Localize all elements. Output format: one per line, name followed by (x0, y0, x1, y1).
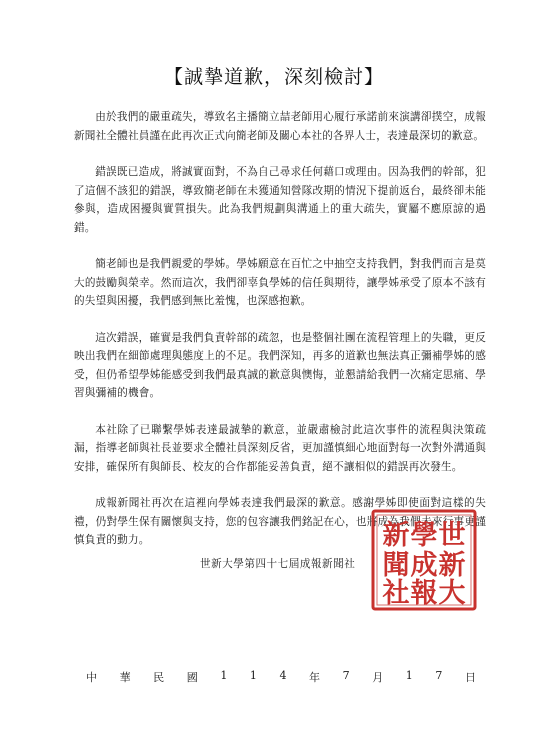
paragraph-4: 這次錯誤，確實是我們負責幹部的疏忽，也是整個社團在流程管理上的失職，更反映出我們在細節處理與態度上的不足。我們深知，再多的道歉也無法真正彌補學姊的感受，但仍希望學姊能感受到我們最真誠的歉意與懊悔，並懇請給我們一次痛定思痛、學習與彌補的機會。 (74, 331, 486, 399)
seal-character: 學 (410, 520, 438, 551)
date-character: 7 (435, 669, 443, 682)
date-character: 7 (342, 669, 350, 682)
date-character: 華 (119, 671, 131, 684)
date-character: 國 (186, 671, 198, 684)
date-character: 1 (220, 669, 228, 682)
date-character: 民 (153, 671, 165, 684)
seal-character: 成 (410, 550, 438, 581)
seal-character: 社 (382, 578, 410, 609)
date-character: 1 (405, 669, 413, 682)
seal-character: 世 (438, 520, 466, 551)
date-character: 4 (279, 669, 287, 682)
date-character: 日 (464, 671, 476, 684)
paragraph-5: 本社除了已聯繫學姊表達最誠摯的歉意，並嚴肅檢討此這次事件的流程與決策疏漏，指導老師與社長並要求全體社員深刻反省，更加謹慎細心地面對每一次對外溝通與安排，確保所有與師長、校友的合作都能妥善負責，絕不讓相似的錯誤再次發生。 (74, 423, 486, 473)
seal-character: 新 (382, 520, 410, 551)
seal-character: 聞 (382, 550, 410, 581)
seal-character: 報 (410, 578, 438, 609)
seal-character: 新 (438, 550, 466, 581)
seal-character: 大 (438, 578, 466, 609)
date-character: 1 (249, 669, 257, 682)
date-character: 中 (86, 671, 97, 684)
official-seal-stamp (370, 508, 478, 612)
date-character: 年 (309, 671, 321, 684)
paragraph-3: 簡老師也是我們親愛的學姊。學姊願意在百忙之中抽空支持我們，對我們而言是莫大的鼓勵與榮幸。然而這次，我們卻辜負學姊的信任與期待，讓學姊承受了原本不該有的失望與困擾，我們感到無比羞愧，也深感抱歉。 (74, 258, 486, 307)
document-date (86, 669, 476, 685)
signature: 世新大學第四十七屆成報新聞社 (200, 558, 356, 570)
document-title: 【誠摯道歉，深刻檢討】 (163, 66, 384, 88)
document-body (74, 108, 486, 568)
paragraph-1: 由於我們的嚴重疏失，導致名主播簡立喆老師用心履行承諾前來演講卻撲空，成報新聞社全體社員謹在此再次正式向簡老師及關心本社的各界人士，表達最深切的歉意。 (74, 111, 486, 142)
paragraph-6: 成報新聞社再次在這裡向學姊表達我們最深的歉意。感謝學姊即使面對這樣的失禮，仍對學生保有關懷與支持，您的包容讓我們銘記在心，也將成為我們未來行事更謹慎負責的動力。 (74, 497, 486, 546)
date-character: 月 (372, 671, 384, 684)
paragraph-2: 錯誤既已造成，將誠實面對，不為自己尋求任何藉口或理由。因為我們的幹部，犯了這個不該犯的錯誤，導致簡老師在未獲通知營隊改期的情況下提前返台，最終卻未能參與，造成困擾與實質損失。此為我們規劃與溝通上的重大疏失，實屬不應原諒的過錯。 (74, 166, 486, 234)
